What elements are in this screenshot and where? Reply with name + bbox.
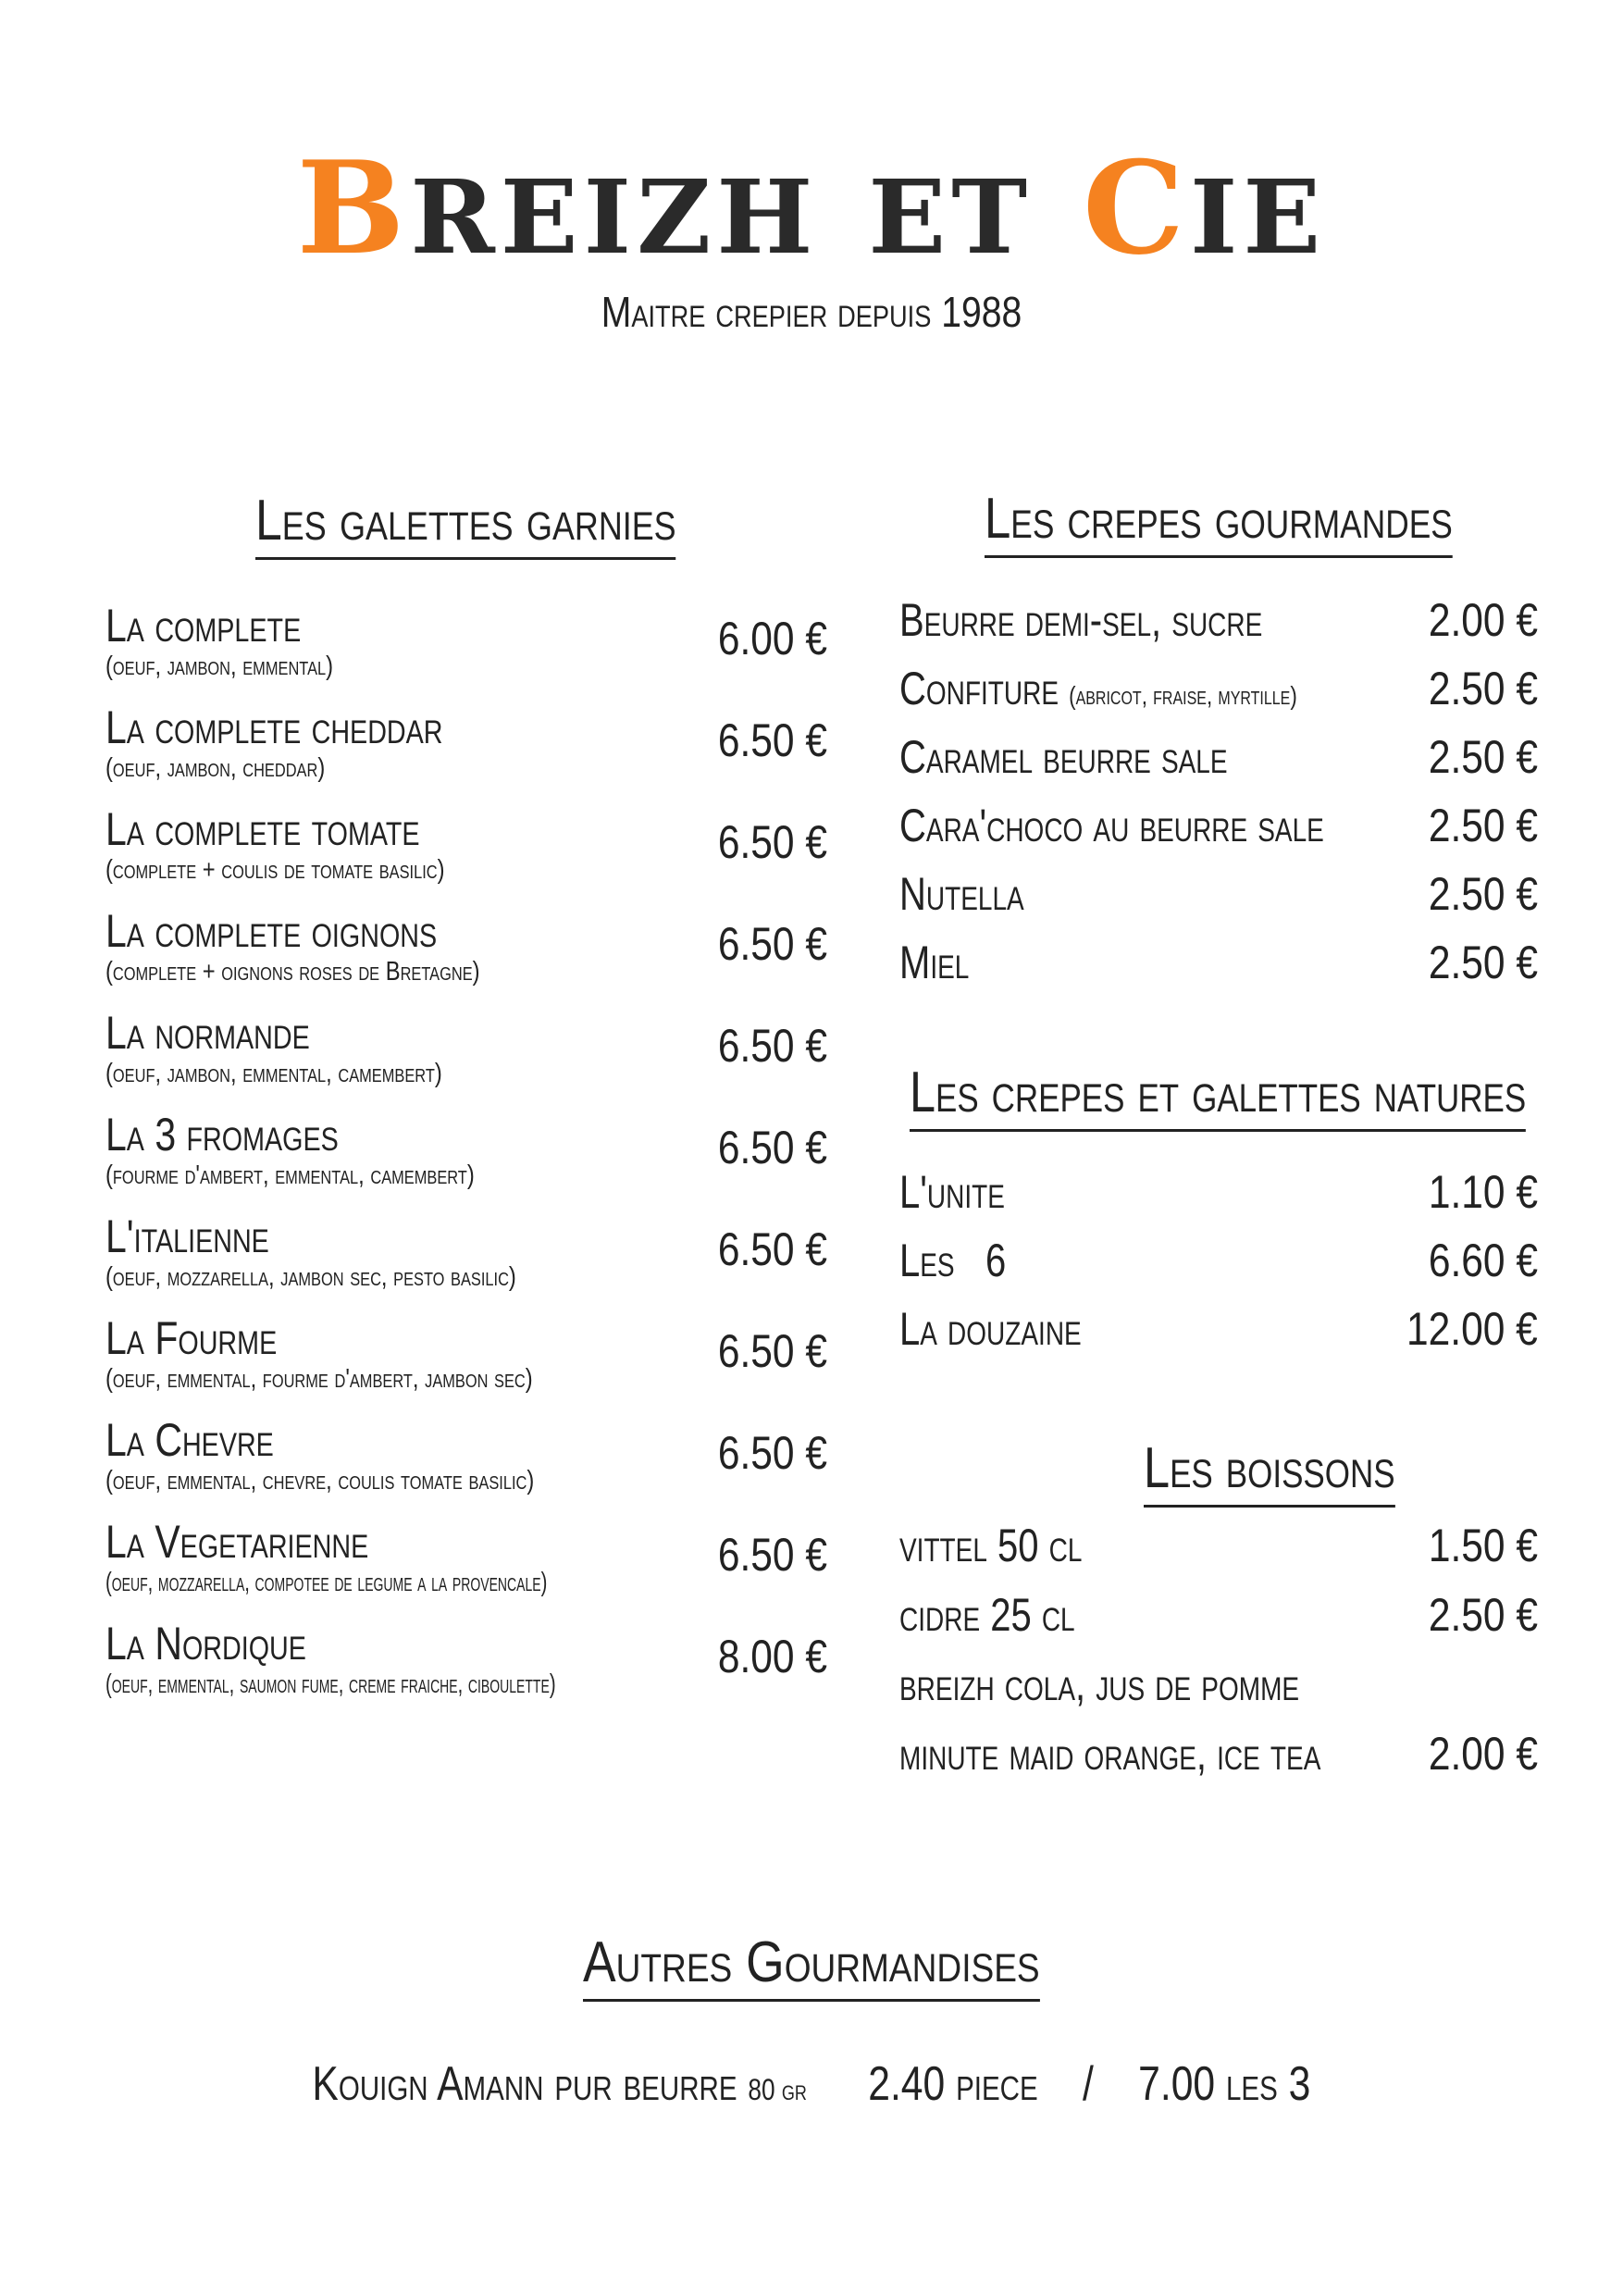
menu-item xyxy=(899,1301,1538,1366)
item-price: 6.50 € xyxy=(717,1122,827,1173)
price-three: 7.00 les 3 xyxy=(1138,2057,1311,2111)
item-name: La complete tomate xyxy=(105,803,420,855)
price-piece: 2.40 piece xyxy=(868,2057,1038,2111)
menu-item xyxy=(105,1210,827,1312)
menu-item xyxy=(105,905,827,1007)
item-price: 6.50 € xyxy=(717,1223,827,1275)
galettes-title: Les galettes garnies xyxy=(255,489,676,560)
item-description: (oeuf, jambon, cheddar) xyxy=(105,753,326,783)
brand-rest-1: REIZH xyxy=(410,157,819,277)
item-name: Beurre demi-sel, sucre xyxy=(899,594,1263,646)
item-description: (complete + oignons roses de Bretagne) xyxy=(105,957,480,987)
item-name: vittel 50 cl xyxy=(899,1520,1083,1571)
natures-title: Les crepes et galettes natures xyxy=(910,1061,1526,1132)
menu-item xyxy=(899,1233,1538,1297)
item-description: (oeuf, jambon, emmental, camembert) xyxy=(105,1059,442,1088)
boissons-title: Les boissons xyxy=(1144,1436,1395,1508)
item-name: Nutella xyxy=(899,868,1024,920)
item-description: (oeuf, mozzarella, compotee de legume a la provencale) xyxy=(105,1568,548,1597)
autres-title: Autres Gourmandises xyxy=(583,1930,1040,2002)
item-price: 2.50 € xyxy=(1428,731,1538,783)
item-description: (oeuf, mozzarella, jambon sec, pesto basilic) xyxy=(105,1262,516,1292)
item-price: 6.50 € xyxy=(717,918,827,970)
price-separator: / xyxy=(1083,2057,1094,2111)
item-name: breizh cola, jus de pomme xyxy=(899,1658,1300,1710)
item-price: 6.50 € xyxy=(717,1325,827,1377)
item-name: cidre 25 cl xyxy=(899,1589,1075,1641)
item-description: (fourme d'ambert, emmental, camembert) xyxy=(105,1160,475,1190)
item-price: 1.50 € xyxy=(1428,1520,1538,1571)
menu-item xyxy=(899,1726,1538,1791)
item-name: La complete xyxy=(105,600,302,652)
item-price: 6.50 € xyxy=(717,714,827,766)
menu-item xyxy=(105,1414,827,1516)
menu-item xyxy=(105,1109,827,1210)
menu-item xyxy=(899,1657,1538,1721)
item-name: La complete oignons xyxy=(105,905,438,957)
product-name: Kouign Amann pur beurre xyxy=(312,2057,737,2111)
menu-item xyxy=(899,1587,1538,1652)
menu-item xyxy=(105,600,827,701)
item-price: 8.00 € xyxy=(717,1631,827,1682)
item-name: La Fourme xyxy=(105,1312,278,1364)
item-price: 6.60 € xyxy=(1428,1235,1538,1286)
menu-item xyxy=(105,1516,827,1618)
item-price: 6.50 € xyxy=(717,1427,827,1479)
brand-et: ET xyxy=(868,157,1034,277)
item-price: 6.50 € xyxy=(717,816,827,868)
item-price: 2.00 € xyxy=(1428,594,1538,646)
kouign-amann-line xyxy=(0,2056,1623,2117)
item-price: 2.50 € xyxy=(1428,1589,1538,1641)
menu-item xyxy=(899,866,1538,931)
item-description: (oeuf, jambon, emmental) xyxy=(105,652,334,681)
item-price: 2.00 € xyxy=(1428,1728,1538,1780)
restaurant-name xyxy=(0,132,1623,287)
menu-item xyxy=(899,661,1538,726)
item-price: 2.50 € xyxy=(1428,868,1538,920)
item-description: (oeuf, emmental, fourme d'ambert, jambon sec) xyxy=(105,1364,533,1394)
item-name: L'unite xyxy=(899,1166,1005,1218)
item-name: La Vegetarienne xyxy=(105,1516,369,1568)
item-price: 1.10 € xyxy=(1428,1166,1538,1218)
item-name: La douzaine xyxy=(899,1303,1082,1355)
menu-item xyxy=(899,1164,1538,1229)
item-description: (complete + coulis de tomate basilic) xyxy=(105,855,445,885)
item-description: (oeuf, emmental, chevre, coulis tomate basilic) xyxy=(105,1466,535,1496)
item-price: 6.50 € xyxy=(717,1020,827,1072)
brand-rest-2: IE xyxy=(1189,157,1327,277)
menu-item xyxy=(899,935,1538,999)
item-note: (abricot, fraise, myrtille) xyxy=(1069,681,1297,710)
item-name: La Chevre xyxy=(105,1414,274,1466)
item-price: 2.50 € xyxy=(1428,663,1538,714)
menu-item xyxy=(899,592,1538,657)
crepes-title: Les crepes gourmandes xyxy=(985,487,1453,558)
item-name: La Nordique xyxy=(105,1618,306,1669)
menu-item xyxy=(899,798,1538,863)
item-price: 6.00 € xyxy=(717,613,827,664)
item-name: minute maid orange, ice tea xyxy=(899,1728,1321,1780)
item-name: La normande xyxy=(105,1007,310,1059)
item-name: Cara'choco au beurre sale xyxy=(899,800,1324,851)
item-name: Caramel beurre sale xyxy=(899,731,1228,783)
item-name: Confiture xyxy=(899,663,1059,714)
item-price: 2.50 € xyxy=(1428,800,1538,851)
item-price: 2.50 € xyxy=(1428,937,1538,988)
menu-item xyxy=(105,803,827,905)
item-name: Miel xyxy=(899,937,970,988)
menu-item xyxy=(105,1007,827,1109)
menu-item xyxy=(105,1312,827,1414)
menu-item xyxy=(105,701,827,803)
brand-initial-c: C xyxy=(1083,132,1190,283)
menu-item xyxy=(899,1518,1538,1582)
item-name: La complete cheddar xyxy=(105,701,443,753)
item-price: 12.00 € xyxy=(1406,1303,1538,1355)
item-price: 6.50 € xyxy=(717,1529,827,1581)
menu-item xyxy=(105,1618,827,1719)
menu-item xyxy=(899,729,1538,794)
item-description: (oeuf, emmental, saumon fume, creme fraiche, ciboulette) xyxy=(105,1669,556,1699)
tagline: Maitre crepier depuis 1988 xyxy=(601,288,1022,336)
item-name: La 3 fromages xyxy=(105,1109,339,1160)
brand-initial-b: B xyxy=(296,132,411,283)
item-name: Les 6 xyxy=(899,1235,1007,1286)
product-weight: 80 gr xyxy=(748,2073,808,2106)
item-name: L'italienne xyxy=(105,1210,269,1262)
